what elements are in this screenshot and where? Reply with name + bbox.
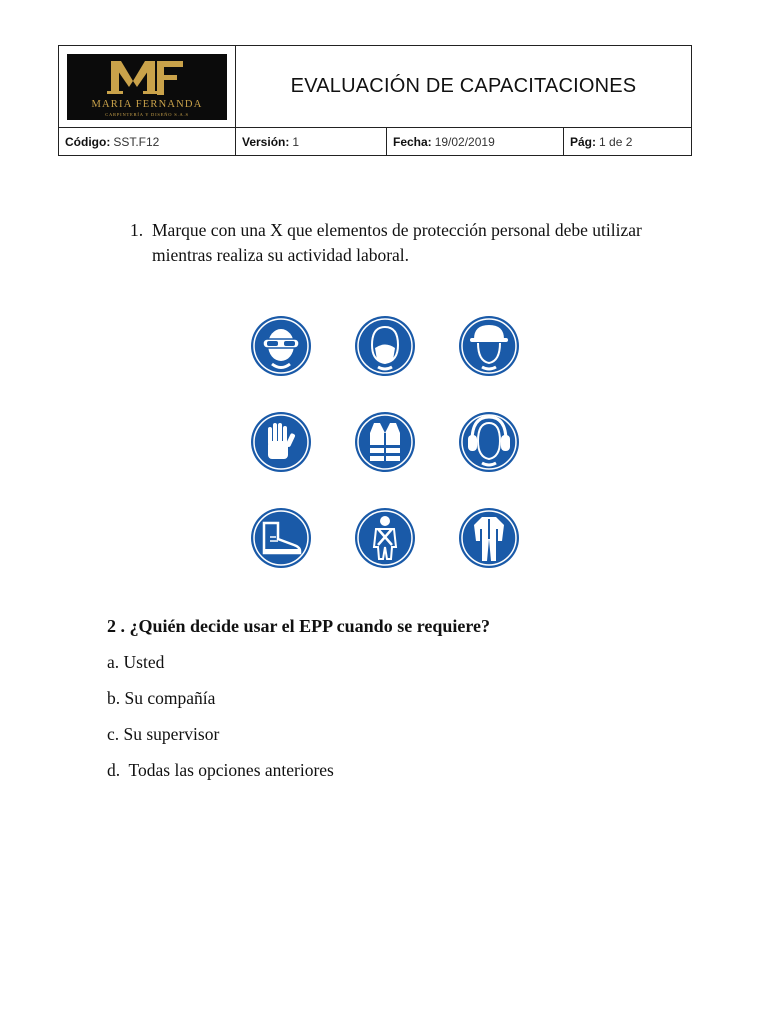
codigo-label: Código:: [65, 134, 111, 149]
safety-harness-icon[interactable]: [354, 507, 416, 569]
dust-mask-icon[interactable]: [354, 315, 416, 377]
document-title: EVALUACIÓN DE CAPACITACIONES: [290, 75, 637, 97]
gloves-icon[interactable]: [250, 411, 312, 473]
logo-company-name: MARIA FERNANDA: [91, 99, 203, 110]
option-c[interactable]: c. Su supervisor: [107, 724, 220, 744]
version-label: Versión:: [242, 134, 290, 149]
fecha-label: Fecha:: [393, 134, 432, 149]
hard-hat-icon[interactable]: [458, 315, 520, 377]
company-logo: [67, 54, 227, 120]
safety-vest-icon[interactable]: [354, 411, 416, 473]
question-1: [130, 218, 670, 268]
logo-cell: [59, 46, 236, 127]
pag-cell: [564, 128, 691, 155]
pag-label: Pág:: [570, 134, 597, 149]
safety-boots-icon[interactable]: [250, 507, 312, 569]
logo-company-subtitle: CARPINTERÍA Y DISEÑO S.A.S: [105, 111, 189, 117]
version-value: 1: [292, 134, 300, 149]
question-1-number: 1.: [130, 220, 144, 240]
mf-monogram-icon: [107, 57, 187, 101]
fecha-cell: [387, 128, 564, 155]
ear-protection-icon[interactable]: [458, 411, 520, 473]
option-a[interactable]: a. Usted: [107, 652, 165, 672]
question-2-text: 2 . ¿Quién decide usar el EPP cuando se requiere?: [107, 616, 491, 636]
version-cell: [236, 128, 387, 155]
question-1-text: Marque con una X que elementos de protección personal debe utilizar mientras realiza su actividad laboral.: [152, 220, 642, 265]
codigo-value: SST.F12: [113, 134, 160, 149]
document-header: [58, 45, 692, 156]
header-meta-row: [59, 128, 691, 155]
coverall-icon[interactable]: [458, 507, 520, 569]
safety-goggles-icon[interactable]: [250, 315, 312, 377]
option-d[interactable]: d. Todas las opciones anteriores: [107, 760, 334, 780]
option-b[interactable]: b. Su compañía: [107, 688, 216, 708]
fecha-value: 19/02/2019: [434, 134, 495, 149]
pag-value: 1 de 2: [599, 134, 633, 149]
header-top-row: [59, 46, 691, 128]
ppe-icon-grid: [250, 315, 520, 569]
codigo-cell: [59, 128, 236, 155]
